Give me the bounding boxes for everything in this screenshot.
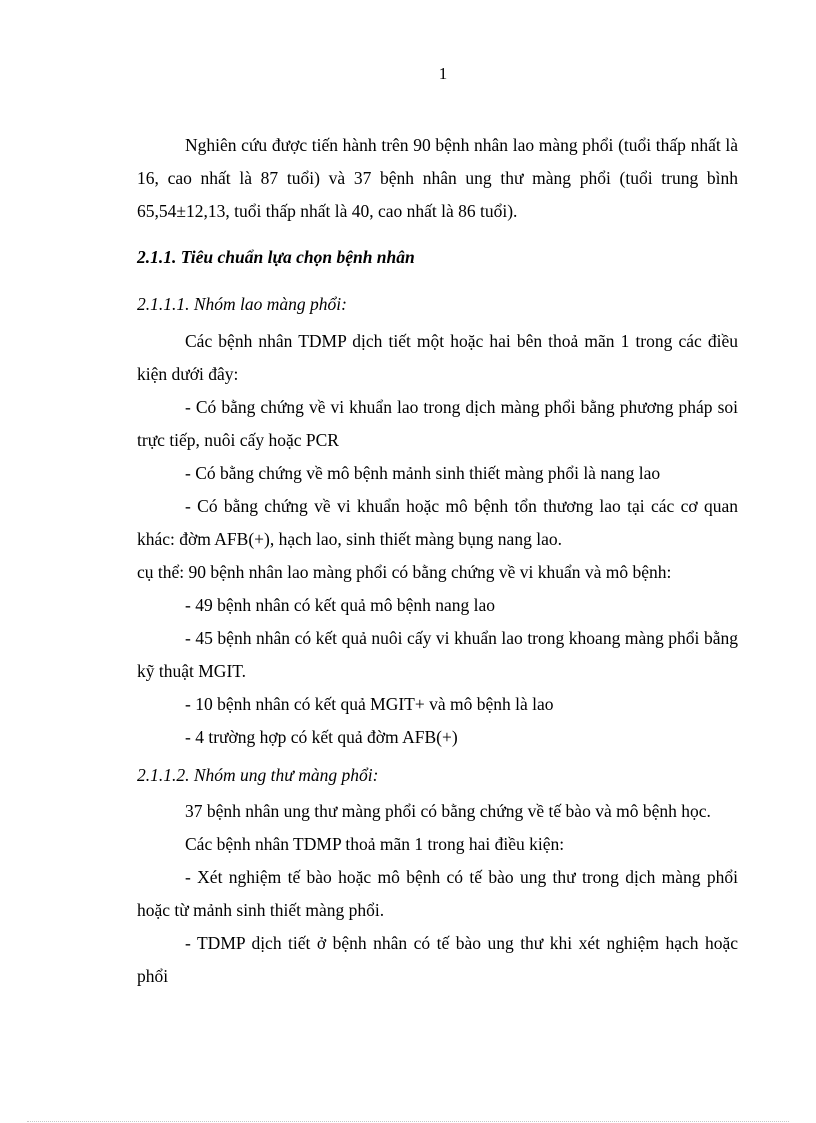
group2-heading: 2.1.1.2. Nhóm ung thư màng phổi: xyxy=(137,765,379,785)
group1-detail-2: - 45 bệnh nhân có kết quả nuôi cấy vi khuẩn lao trong khoang màng phổi bằng kỹ thuật MGIT. xyxy=(137,628,738,681)
group2-criterion-2: - TDMP dịch tiết ở bệnh nhân có tế bào ung thư khi xét nghiệm hạch hoặc phổi xyxy=(137,933,738,986)
group2-heading-block xyxy=(137,759,738,792)
group2-body xyxy=(137,795,738,993)
group2-line-1: 37 bệnh nhân ung thư màng phổi có bằng chứng về tế bào và mô bệnh học. xyxy=(185,801,711,821)
group1-heading-block xyxy=(137,288,738,321)
group1-criterion-1: - Có bằng chứng về vi khuẩn lao trong dịch màng phổi bằng phương pháp soi trực tiếp, nuôi cấy hoặc PCR xyxy=(137,397,738,450)
group1-heading: 2.1.1.1. Nhóm lao màng phổi: xyxy=(137,294,347,314)
group1-body xyxy=(137,325,738,754)
group2-criterion-1: - Xét nghiệm tế bào hoặc mô bệnh có tế bào ung thư trong dịch màng phổi hoặc từ mảnh sinh thiết màng phổi. xyxy=(137,867,738,920)
group1-detail-1: - 49 bệnh nhân có kết quả mô bệnh nang lao xyxy=(185,595,496,615)
group1-detail-4: - 4 trường hợp có kết quả đờm AFB(+) xyxy=(185,727,458,747)
intro-block xyxy=(137,129,738,228)
group1-detail-3: - 10 bệnh nhân có kết quả MGIT+ và mô bệnh là lao xyxy=(185,694,554,714)
group1-criterion-3: - Có bằng chứng về vi khuẩn hoặc mô bệnh tổn thương lao tại các cơ quan khác: đờm AFB(+), hạch lao, sinh thiết màng bụng nang lao. xyxy=(137,496,738,549)
group2-line-2: Các bệnh nhân TDMP thoả mãn 1 trong hai điều kiện: xyxy=(185,834,565,854)
page-bottom-divider xyxy=(27,1121,789,1122)
page-number: 1 xyxy=(438,64,448,83)
group1-intro: Các bệnh nhân TDMP dịch tiết một hoặc hai bên thoả mãn 1 trong các điều kiện dưới đây: xyxy=(137,331,738,384)
section-heading-block xyxy=(137,241,738,274)
section-heading: 2.1.1. Tiêu chuẩn lựa chọn bệnh nhân xyxy=(137,247,415,267)
group1-criterion-2: - Có bằng chứng về mô bệnh mảnh sinh thiết màng phổi là nang lao xyxy=(185,463,661,483)
group1-specific: cụ thể: 90 bệnh nhân lao màng phổi có bằng chứng về vi khuẩn và mô bệnh: xyxy=(137,562,672,582)
intro-paragraph: Nghiên cứu được tiến hành trên 90 bệnh nhân lao màng phổi (tuổi thấp nhất là 16, cao nhất là 87 tuổi) và 37 bệnh nhân ung thư màng phổi (tuổi trung bình 65,54±12,13, tuổi thấp nhất là 40, cao nhất là 86 tuổi). xyxy=(137,135,738,221)
